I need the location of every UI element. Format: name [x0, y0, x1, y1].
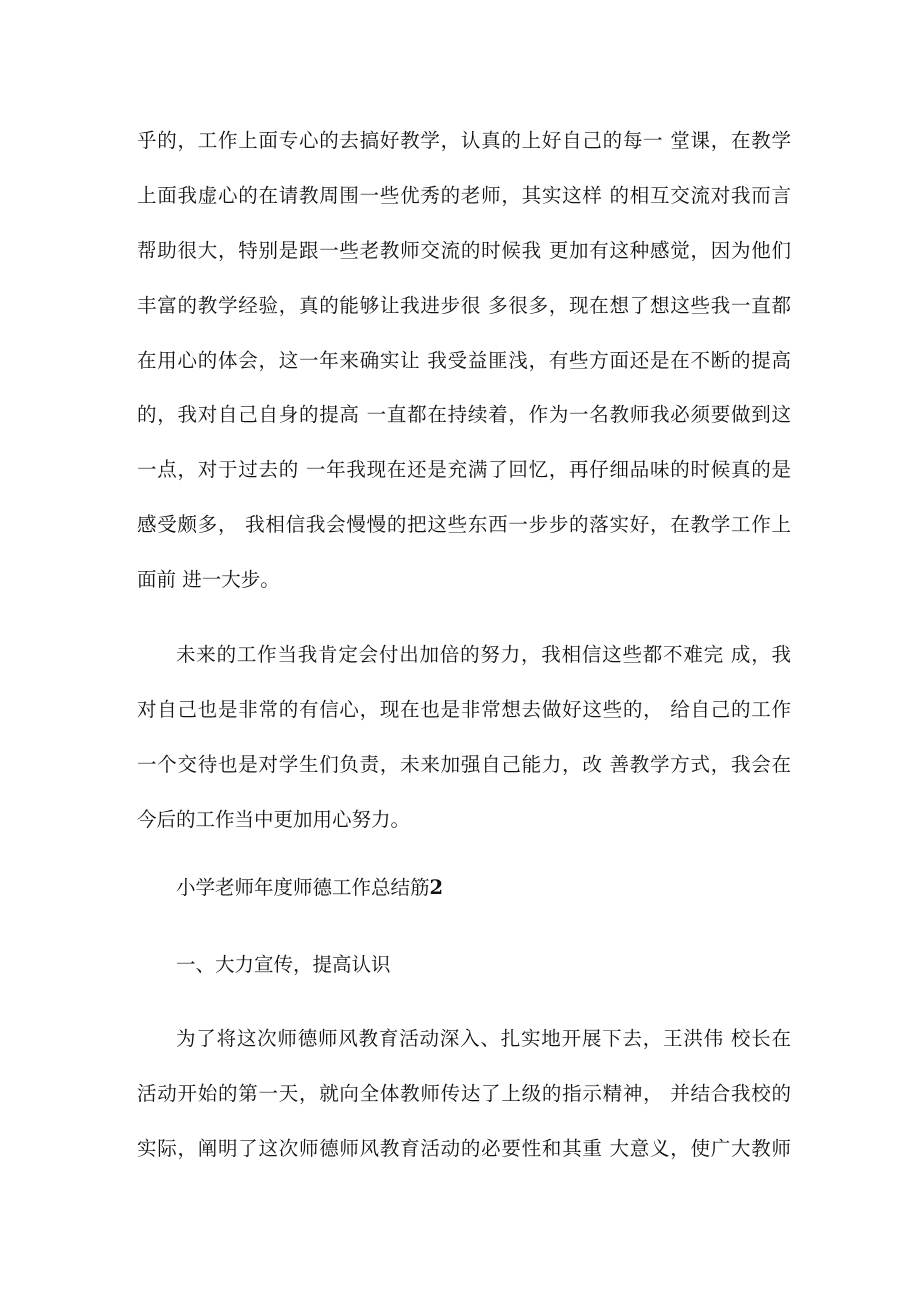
paragraph-line: 一个交待也是对学生们负责，未来加强自己能力，改 善教学方式，我会在 [137, 752, 791, 776]
paragraph-line: 上面我虚心的在请教周围一些优秀的老师，其实这样 的相互交流对我而言 [137, 183, 791, 207]
subheading: 一、大力宣传，提高认识 [176, 953, 391, 976]
paragraph-line: 在用心的体会，这一年来确实让 我受益匪浅，有些方面还是在不断的提高 [137, 348, 791, 372]
paragraph-line: 实际，阐明了这次师德师风教育活动的必要性和其重 大意义，使广大教师 [137, 1136, 791, 1160]
paragraph-3 [137, 1026, 791, 1191]
paragraph-line: 感受颇多， 我相信我会慢慢的把这些东西一步步的落实好，在教学工作上 [137, 513, 791, 537]
paragraph-line: 一点，对于过去的 一年我现在还是充满了回忆，再仔细品味的时候真的是 [137, 458, 791, 482]
paragraph-line: 的，我对自己自身的提高 一直都在持续着，作为一名教师我必须要做到这 [137, 403, 791, 427]
paragraph-line: 乎的，工作上面专心的去搞好教学，认真的上好自己的每一 堂课，在教学 [137, 129, 791, 152]
paragraph-line: 对自己也是非常的有信心，现在也是非常想去做好这些的， 给自己的工作 [137, 697, 791, 721]
paragraph-line: 丰富的教学经验，真的能够让我进步很 多很多，现在想了想这些我一直都 [137, 293, 791, 317]
paragraph-1 [137, 128, 791, 622]
paragraph-line: 今后的工作当中更加用心努力。 [137, 807, 411, 831]
paragraph-line: 活动开始的第一天，就向全体教师传达了上级的指示精神， 并结合我校的 [137, 1081, 791, 1105]
paragraph-line: 未来的工作当我肯定会付出加倍的努力，我相信这些都不难完 成，我 [176, 643, 791, 666]
paragraph-line: 为了将这次师德师风教育活动深入、扎实地开展下去，王洪伟 校长在 [176, 1027, 791, 1050]
paragraph-line: 帮助很大，特别是跟一些老教师交流的时候我 更加有这种感觉，因为他们 [137, 238, 791, 262]
paragraph-2 [137, 642, 791, 862]
section-title [176, 875, 443, 901]
section-title-number: 2 [429, 876, 444, 899]
paragraph-line: 面前 进一大步。 [137, 568, 280, 592]
section-title-text: 小学老师年度师德工作总结筋 [176, 876, 430, 899]
